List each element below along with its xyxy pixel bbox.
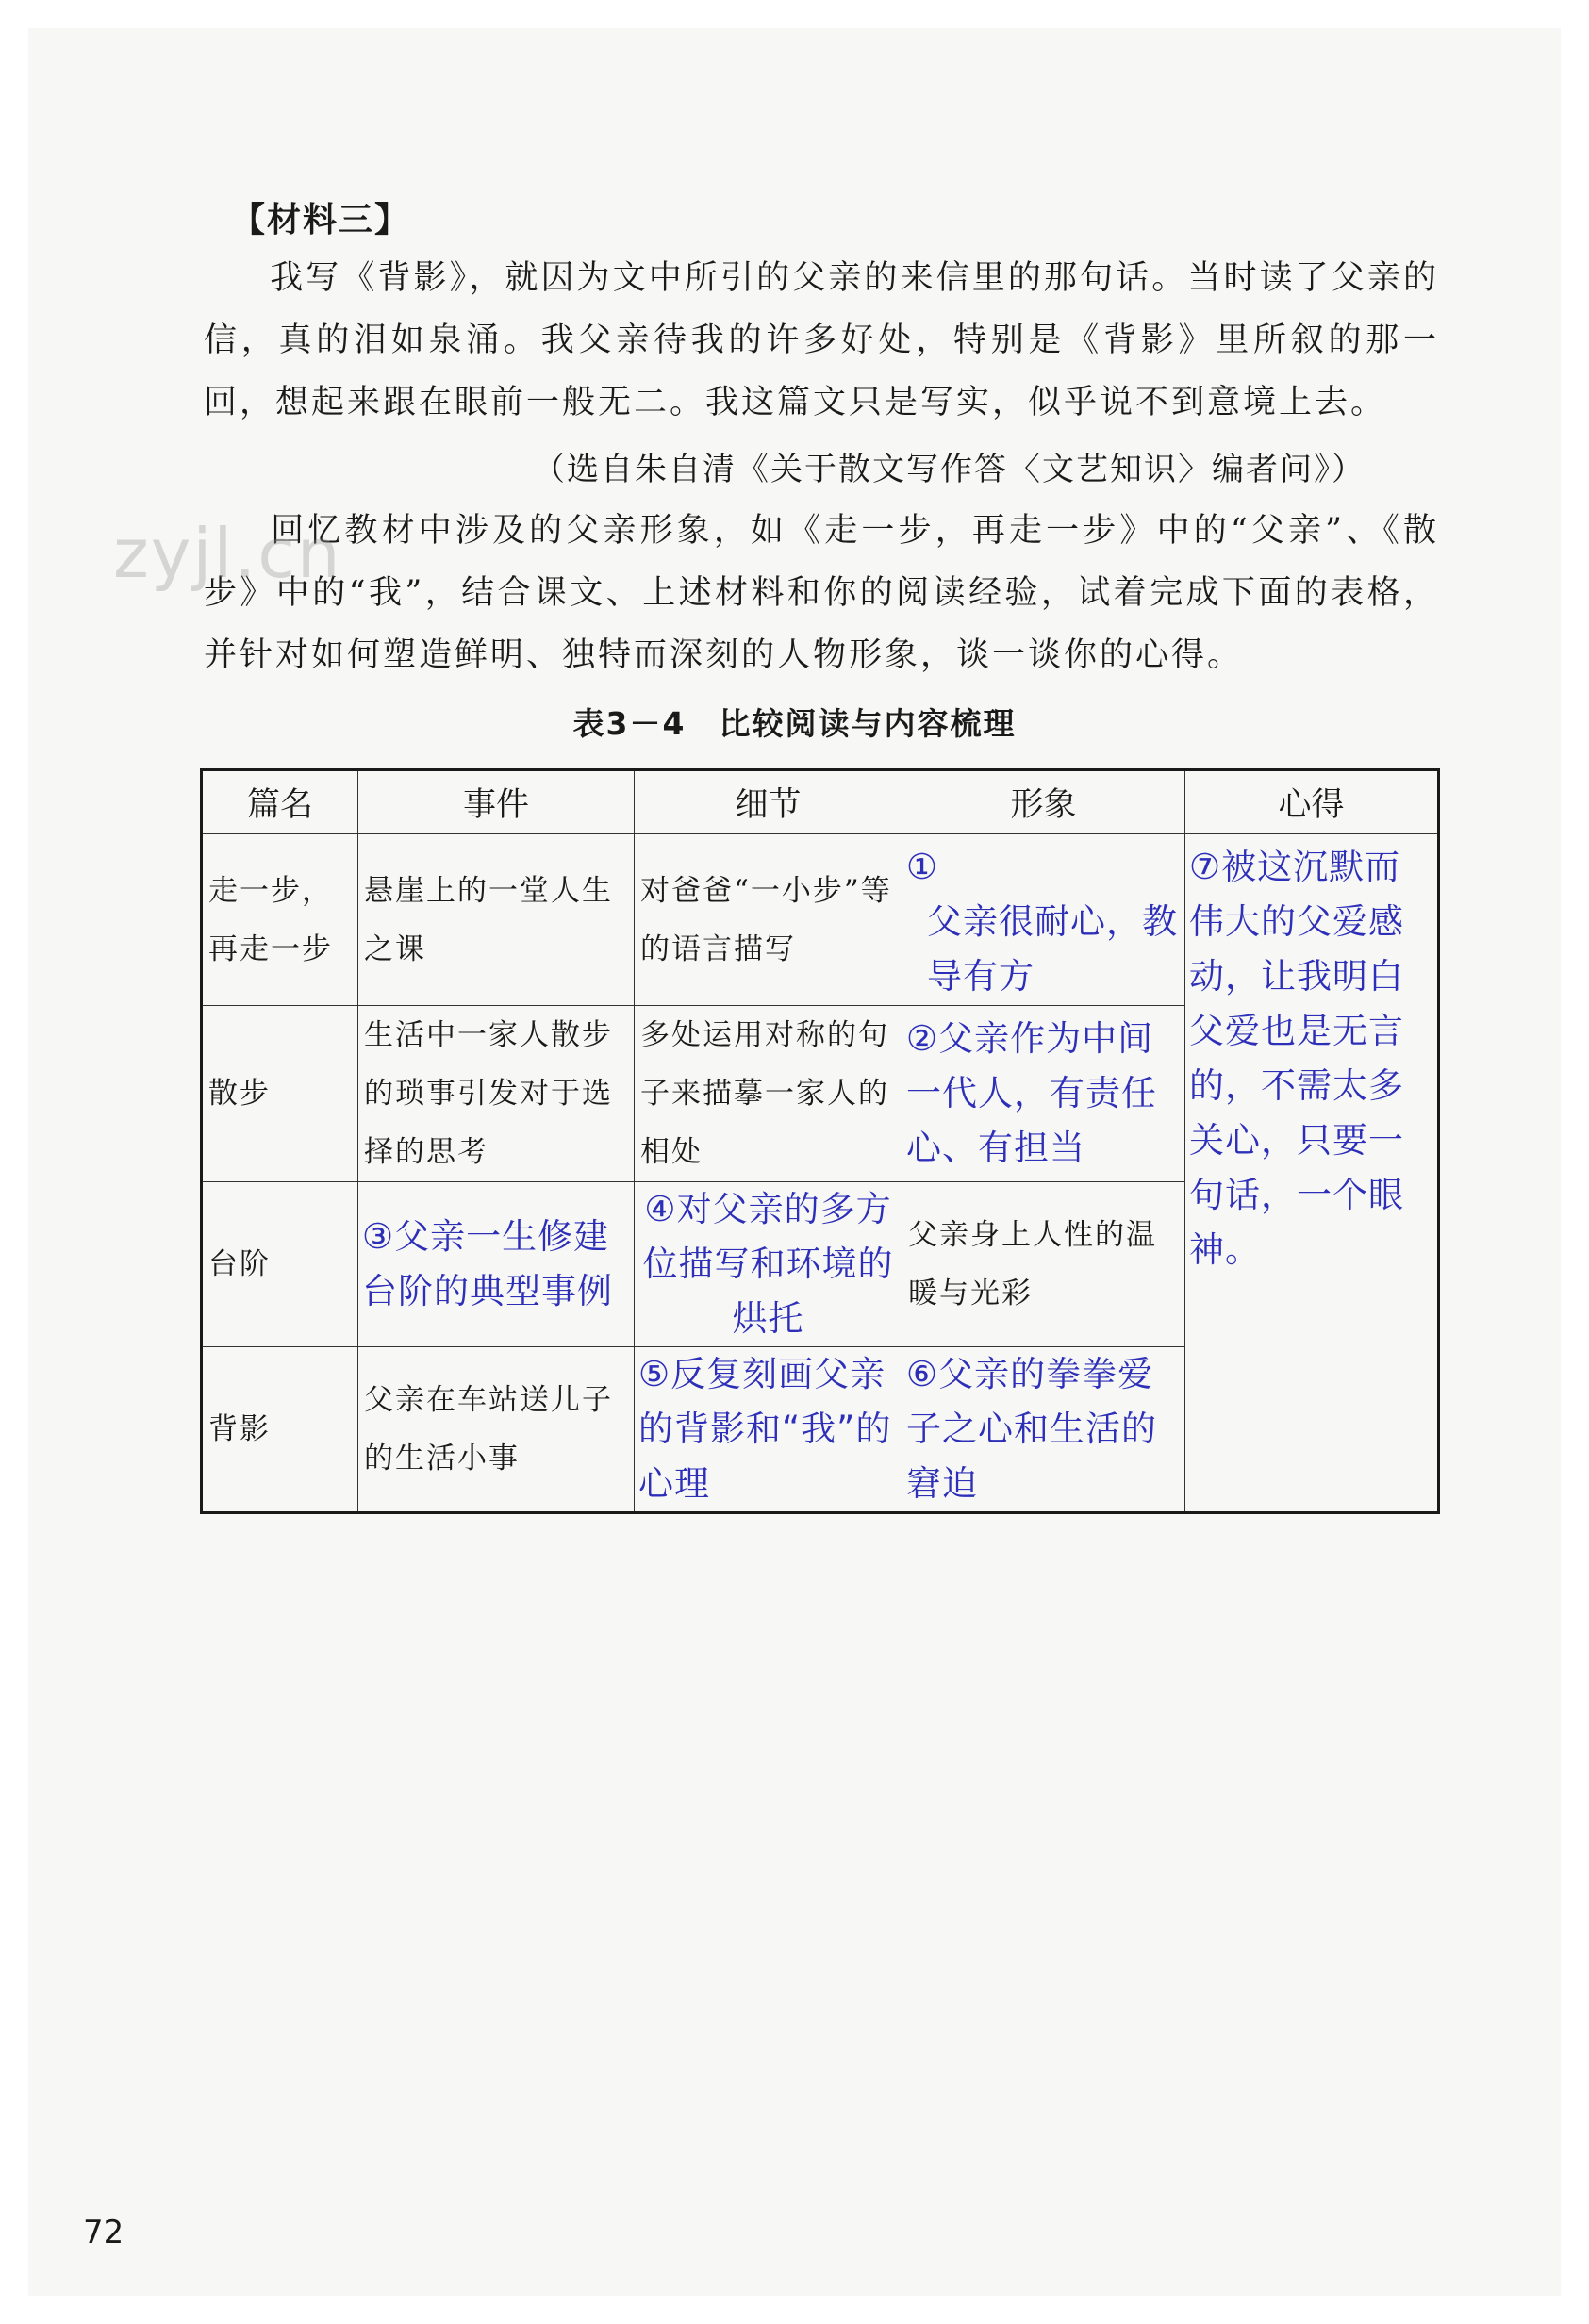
- material3-heading: 【材料三】: [231, 201, 411, 239]
- cell-detail-answer[interactable]: ⑤反复刻画父亲的背影和“我”的心理: [635, 1347, 902, 1513]
- answer-marker: ①: [906, 847, 939, 887]
- cell-detail-answer[interactable]: ④对父亲的多方位描写和环境的烘托: [635, 1182, 902, 1347]
- header-insight: 心得: [1185, 770, 1439, 834]
- cell-title: 台阶: [202, 1182, 358, 1347]
- page-number: 72: [83, 2214, 124, 2251]
- header-title: 篇名: [202, 770, 358, 834]
- cell-event: 悬崖上的一堂人生之课: [358, 834, 635, 1006]
- cell-image-answer[interactable]: ⑥父亲的拳拳爱子之心和生活的窘迫: [902, 1347, 1185, 1513]
- cell-event: 生活中一家人散步的琐事引发对于选择的思考: [358, 1006, 635, 1182]
- material3-text: 我写《背影》，就因为文中所引的父亲的来信里的那句话。当时读了父亲的信，真的泪如泉涌。我父亲待我的许多好处，特别是《背影》里所叙的那一回，想起来跟在眼前一般无二。我这篇文只是写实，似乎说不到意境上去。: [204, 259, 1439, 421]
- cell-event-answer[interactable]: ③父亲一生修建台阶的典型事例: [358, 1182, 635, 1347]
- cell-insight-answer[interactable]: ⑦被这沉默而伟大的父爱感动，让我明白父爱也是无言的，不需太多关心，只要一句话，一个眼神。: [1185, 834, 1439, 1513]
- material3-source: （选自朱自清《关于散文写作答〈文艺知识〉编者问》）: [533, 451, 1366, 488]
- cell-event: 父亲在车站送儿子的生活小事: [358, 1347, 635, 1513]
- question-paragraph: [204, 500, 1439, 686]
- watermark: zyjl.cn: [113, 514, 342, 593]
- header-detail: 细节: [635, 770, 902, 834]
- table-header-row: [202, 770, 1439, 834]
- header-image: 形象: [902, 770, 1185, 834]
- cell-image: 父亲身上人性的温暖与光彩: [902, 1182, 1185, 1347]
- cell-image-answer[interactable]: ②父亲作为中间一代人，有责任心、有担当: [902, 1006, 1185, 1182]
- material3-paragraph: [204, 247, 1439, 434]
- table-row: [202, 834, 1439, 1006]
- cell-title: 背影: [202, 1347, 358, 1513]
- answer-text: 父亲很耐心，教导有方: [927, 901, 1178, 997]
- comparison-table: [200, 768, 1440, 1514]
- cell-detail: 对爸爸“一小步”等的语言描写: [635, 834, 902, 1006]
- cell-title: 走一步，再走一步: [202, 834, 358, 1006]
- cell-image-answer[interactable]: [902, 834, 1185, 1006]
- cell-title: 散步: [202, 1006, 358, 1182]
- table-caption: 表3－4 比较阅读与内容梳理: [572, 705, 1017, 742]
- question-text: 回忆教材中涉及的父亲形象，如《走一步，再走一步》中的“父亲”、《散步》中的“我”，结合课文、上述材料和你的阅读经验，试着完成下面的表格，并针对如何塑造鲜明、独特而深刻的人物形象，谈一谈你的心得。: [204, 512, 1439, 674]
- header-event: 事件: [358, 770, 635, 834]
- cell-detail: 多处运用对称的句子来描摹一家人的相处: [635, 1006, 902, 1182]
